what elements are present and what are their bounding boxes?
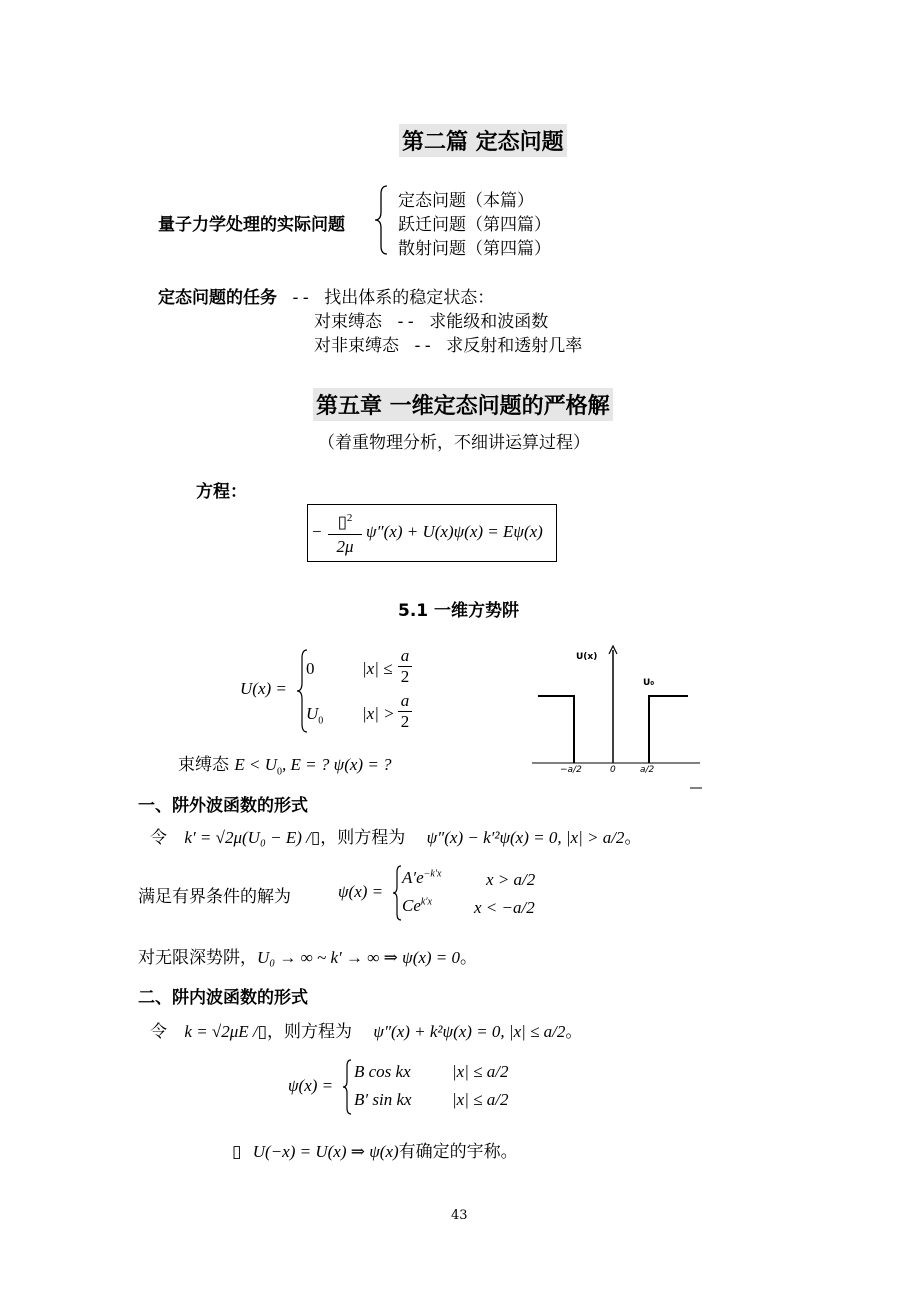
qm-problem-item: 散射问题（第四篇） — [398, 239, 551, 259]
sec1-infinite-end: 。 — [460, 948, 478, 968]
sec2-then: ，则方程为 — [267, 1022, 352, 1042]
potential-case2-cond: |x| > — [362, 704, 395, 723]
task-unbound-desc: 求反射和透射几率 — [446, 336, 583, 356]
sec1-end: 。 — [624, 828, 642, 848]
potential-case2-value — [306, 704, 323, 726]
sec2-title: 二、阱内波函数的形式 — [138, 988, 308, 1008]
sec2-sol1-cond: |x| ≤ a/2 — [452, 1062, 509, 1081]
sec1-ling: 令 — [150, 828, 167, 848]
qm-problem-item: 定态问题（本篇） — [398, 191, 534, 211]
sec1-kprime-def: k′ = √2μ(U₀ − E) /▯ — [184, 828, 321, 847]
sec2-sol2-cond: |x| ≤ a/2 — [452, 1090, 509, 1109]
qm-problem-item: 跃迁问题（第四篇） — [398, 215, 551, 235]
sec2-k-def: k = √2μE /▯ — [184, 1022, 267, 1041]
potential-case2-fraction — [398, 691, 412, 732]
u-subscript: 0 — [318, 715, 324, 727]
sec1-bc-label: 满足有界条件的解为 — [138, 887, 291, 907]
fraction-numerator: a — [398, 691, 412, 712]
task-unbound-dash: -- — [412, 336, 433, 356]
u-symbol: U — [306, 704, 319, 723]
sec1-infinite-label: 对无限深势阱， — [138, 948, 257, 968]
sec2-parity-text: 有确定的宇称。 — [398, 1142, 518, 1162]
task-bound-label: 对束缚态 — [314, 312, 382, 332]
left-brace-icon — [341, 1058, 353, 1116]
task-bound-dash: -- — [395, 312, 416, 332]
task-dash: -- — [290, 288, 311, 308]
sec1-sol2-exp: k′x — [420, 896, 432, 908]
sec1-title: 一、阱外波函数的形式 — [138, 796, 308, 816]
well-right-wall — [649, 696, 688, 763]
sec2-sol1: B cos kx — [354, 1062, 411, 1081]
sec2-k-line — [150, 1017, 582, 1042]
bound-state-sub: 0 — [277, 766, 283, 778]
figure-ylabel: U(x) — [576, 652, 598, 662]
sec1-infinite-expr: U₀ → ∞ ~ k′ → ∞ ⇒ ψ(x) = 0 — [257, 948, 461, 967]
bound-state-expr: E < U — [234, 755, 278, 774]
fraction-denominator: 2 — [400, 712, 410, 731]
bound-state-label: 束缚态 — [178, 755, 229, 775]
sec1-then: ，则方程为 — [320, 828, 406, 848]
tick-pos-a-half: a/2 — [640, 765, 655, 775]
left-brace-icon — [372, 184, 390, 256]
bound-state-question: , E = ? ψ(x) = ? — [282, 755, 392, 774]
bound-state-line — [178, 750, 392, 777]
chapter-note: （着重物理分析，不细讲运算过程） — [318, 433, 590, 453]
equation-label: 方程： — [196, 482, 247, 502]
sec1-sol1-base: A′e — [402, 868, 424, 887]
sec1-equation: ψ″(x) − k′²ψ(x) = 0, |x| > a/2 — [426, 828, 625, 847]
task-bound — [314, 307, 548, 332]
sec1-sol1-cond: x > a/2 — [486, 870, 536, 889]
task-line — [158, 283, 494, 308]
sec1-sol1 — [402, 868, 441, 888]
potential-case1-value: 0 — [306, 659, 315, 678]
equation-fraction — [328, 507, 362, 559]
sec2-sol2: B′ sin kx — [354, 1090, 412, 1109]
well-left-wall — [538, 696, 574, 763]
sec2-ling: 令 — [150, 1022, 167, 1042]
square-well-plot — [530, 640, 705, 790]
minus-sign: − — [312, 522, 322, 541]
hbar-exponent: 2 — [346, 512, 353, 524]
sec1-psi-lhs: ψ(x) = — [338, 882, 384, 901]
page-number: 43 — [451, 1208, 468, 1223]
sec1-sol2-cond: x < −a/2 — [474, 898, 535, 917]
chapter-title: 第五章 一维定态问题的严格解 — [313, 388, 613, 421]
tick-zero: 0 — [610, 765, 616, 775]
qm-problems-label: 量子力学处理的实际问题 — [158, 215, 345, 235]
equation-rest: ψ″(x) + U(x)ψ(x) = Eψ(x) — [366, 522, 543, 541]
sec1-kprime-line — [150, 823, 641, 848]
task-desc: 找出体系的稳定状态： — [324, 288, 495, 308]
potential-case1-cond: |x| ≤ — [362, 659, 393, 678]
task-unbound — [314, 331, 582, 356]
sec1-infinite-line — [138, 943, 477, 968]
equation-box — [307, 504, 557, 562]
tick-neg-a-half: −a/2 — [560, 765, 582, 775]
task-unbound-label: 对非束缚态 — [314, 336, 399, 356]
part-title: 第二篇 定态问题 — [399, 124, 567, 157]
sec2-equation: ψ″(x) + k²ψ(x) = 0, |x| ≤ a/2 — [373, 1022, 566, 1041]
section-5-1-title: 5.1 一维方势阱 — [398, 601, 520, 621]
fraction-numerator: a — [398, 646, 412, 667]
equation-denominator: 2μ — [336, 536, 354, 556]
task-bound-desc: 求能级和波函数 — [429, 312, 549, 332]
sec2-parity-line — [232, 1137, 518, 1162]
potential-case1-fraction — [398, 646, 412, 687]
sec1-sol2 — [402, 896, 432, 916]
hbar-glyph: ▯ — [337, 512, 347, 532]
potential-lhs: U(x) = — [240, 679, 287, 698]
square-well-figure — [530, 640, 705, 790]
sec1-sol1-exp: −k′x — [423, 868, 442, 880]
sec2-psi-lhs: ψ(x) = — [288, 1076, 334, 1095]
fraction-denominator: 2 — [400, 667, 410, 686]
sec2-end: 。 — [565, 1022, 583, 1042]
because-glyph: ▯ — [232, 1142, 242, 1162]
task-label: 定态问题的任务 — [158, 288, 277, 308]
sec2-parity-expr: U(−x) = U(x) ⇒ ψ(x) — [252, 1142, 399, 1161]
sec1-sol2-base: Ce — [402, 896, 421, 915]
figure-u0-label: U₀ — [643, 678, 655, 688]
